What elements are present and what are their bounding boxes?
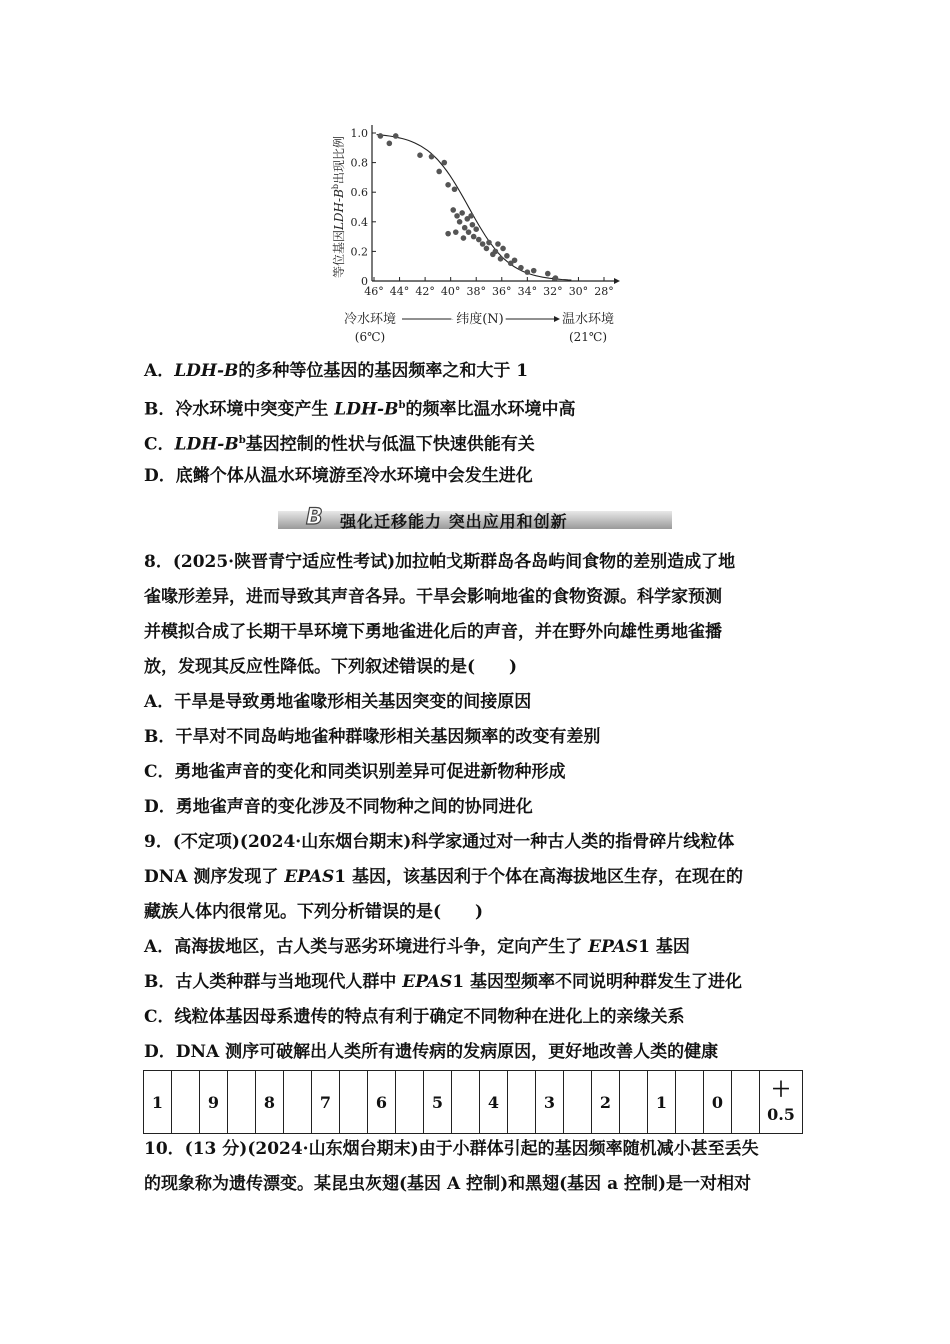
q8-option-a: A．干旱是导致勇地雀喙形相关基因突变的间接原因 [144,692,532,712]
score-table [143,1070,803,1134]
q9-option-a: A．高海拔地区，古人类与恶劣环境进行斗争，定向产生了 EPAS1 基因 [144,937,690,957]
data-point [498,256,504,262]
fit-curve [377,135,572,280]
q9-line-1: 9．(不定项)(2024·山东烟台期末)科学家通过对一种古人类的指骨碎片线粒体 [144,832,735,852]
score-box[interactable] [732,1071,760,1134]
data-point [480,241,486,247]
score-box[interactable] [340,1071,368,1134]
data-point [486,240,492,246]
data-point [518,265,524,271]
cold-env-temp: (6℃) [354,330,386,344]
score-box[interactable] [620,1071,648,1134]
y-tick-label: 0 [361,275,368,288]
data-point [468,213,474,219]
score-box[interactable] [172,1071,200,1134]
data-point [495,241,501,247]
score-box[interactable] [508,1071,536,1134]
data-point [471,234,477,240]
banner-title: 强化迁移能力 突出应用和创新 [340,512,568,531]
q10-line-1: 10．(13 分)(2024·山东烟台期末)由于小群体引起的基因频率随机减小甚至丢失 [144,1139,759,1159]
data-point [461,235,467,241]
q9-option-c: C．线粒体基因母系遗传的特点有利于确定不同物种在进化上的亲缘关系 [144,1007,685,1027]
score-cell: 0 [704,1071,732,1134]
q8-option-b: B．干旱对不同岛屿地雀种群喙形相关基因频率的改变有差别 [144,727,601,747]
q9-line-3: 藏族人体内很常见。下列分析错误的是( ) [144,902,484,922]
score-box[interactable] [676,1071,704,1134]
score-cell: 6 [368,1071,396,1134]
data-point [545,271,551,277]
x-axis-arrow [614,278,620,284]
x-tick-label: 42° [415,285,435,298]
score-cell: 1 [648,1071,676,1134]
data-point [462,225,468,231]
data-point [531,268,537,274]
data-point [429,154,435,160]
data-point [476,237,482,243]
data-point [473,226,479,232]
plus-sign: ＋ [771,1077,791,1101]
score-box[interactable] [396,1071,424,1134]
x-tick-label: 28° [594,285,614,298]
x-tick-label: 46° [364,285,384,298]
data-point [445,231,451,237]
score-row [144,1071,803,1134]
cold-env-label: 冷水环境 [343,312,397,327]
data-point [466,229,472,235]
latitude-arrow-head [554,316,560,322]
q8-line-3: 并模拟合成了长期干旱环境下勇地雀进化后的声音，并在野外向雄性勇地雀播 [144,622,722,642]
data-point [504,253,510,259]
data-point [493,249,499,255]
data-point [393,133,399,139]
y-tick-label: 0.2 [350,245,368,259]
x-tick-label: 36° [492,285,512,298]
q7-option-c: C．LDH-$B^b$基因控制的性状与低温下快速供能有关 [144,434,535,455]
y-tick-label: 0.4 [350,215,368,229]
section-banner [278,505,672,531]
q7-option-a: A．LDH-B的多种等位基因的基因频率之和大于 1 [144,361,529,381]
score-cell: 5 [424,1071,452,1134]
score-cell-half [760,1071,803,1134]
data-point [452,186,458,192]
x-ticks [364,277,614,298]
y-tick-label: 0.8 [350,156,368,170]
x-tick-label: 32° [543,285,563,298]
data-point [445,182,451,188]
x-axis-label: 纬度(N) [456,312,504,327]
latitude-allele-chart [322,115,632,350]
q9-option-b: B．古人类种群与当地现代人群中 EPAS1 基因型频率不同说明种群发生了进化 [144,972,743,992]
data-point [453,229,459,235]
y-axis-label: 等位基因LDH-$B^b$出现比例 [331,135,346,279]
data-point [457,219,463,225]
score-cell: 1 [144,1071,172,1134]
data-point [470,222,476,228]
score-cell: 9 [200,1071,228,1134]
q8-option-d: D．勇地雀声音的变化涉及不同物种之间的协同进化 [144,797,533,817]
data-point [512,257,518,263]
score-box[interactable] [284,1071,312,1134]
score-cell: 7 [312,1071,340,1134]
q9-option-d: D．DNA 测序可破解出人类所有遗传病的发病原因，更好地改善人类的健康 [144,1042,719,1062]
data-point [387,141,393,147]
data-point [553,275,559,281]
data-point [417,152,423,158]
q8-option-c: C．勇地雀声音的变化和同类识别差异可促进新物种形成 [144,762,566,782]
score-box[interactable] [564,1071,592,1134]
data-point [459,210,465,216]
data-point [450,207,456,213]
x-tick-label: 44° [389,285,410,298]
score-cell: 2 [592,1071,620,1134]
data-point [436,169,442,175]
y-tick-label: 0.6 [350,186,368,200]
data-point [500,246,506,252]
warm-env-temp: (21℃) [568,330,608,344]
data-point [525,269,531,275]
q7-option-b: B．冷水环境中突变产生 LDH-$B^b$的频率比温水环境中高 [144,399,576,420]
x-tick-label: 40° [440,285,461,298]
data-point [454,213,460,219]
y-tick-label: 1.0 [350,127,368,140]
chart-axes [372,125,620,284]
data-point [378,133,384,139]
x-tick-label: 30° [568,285,589,298]
q7-option-d: D．底鳉个体从温水环境游至冷水环境中会发生进化 [144,466,533,486]
q8-line-2: 雀喙形差异，进而导致其声音各异。干旱会影响地雀的食物资源。科学家预测 [144,587,722,607]
data-point [484,246,490,252]
half-point: 0.5 [767,1105,795,1124]
score-box[interactable] [228,1071,256,1134]
score-box[interactable] [452,1071,480,1134]
q9-line-2: DNA 测序发现了 EPAS1 基因，该基因利于个体在高海拔地区生存，在现在的 [144,867,744,887]
q8-line-1: 8．(2025·陕晋青宁适应性考试)加拉帕戈斯群岛各岛屿间食物的差别造成了地 [144,552,736,572]
q10-line-2: 的现象称为遗传漂变。某昆虫灰翅(基因 A 控制)和黑翅(基因 a 控制)是一对相对 [144,1174,752,1194]
data-point [441,160,447,166]
x-tick-label: 34° [517,285,538,298]
score-cell: 3 [536,1071,564,1134]
score-cell: 4 [480,1071,508,1134]
section-b-logo: B [306,505,323,530]
warm-env-label: 温水环境 [561,312,615,327]
score-cell: 8 [256,1071,284,1134]
q8-line-4: 放，发现其反应性降低。下列叙述错误的是( ) [144,657,518,677]
x-tick-label: 38° [466,285,486,298]
